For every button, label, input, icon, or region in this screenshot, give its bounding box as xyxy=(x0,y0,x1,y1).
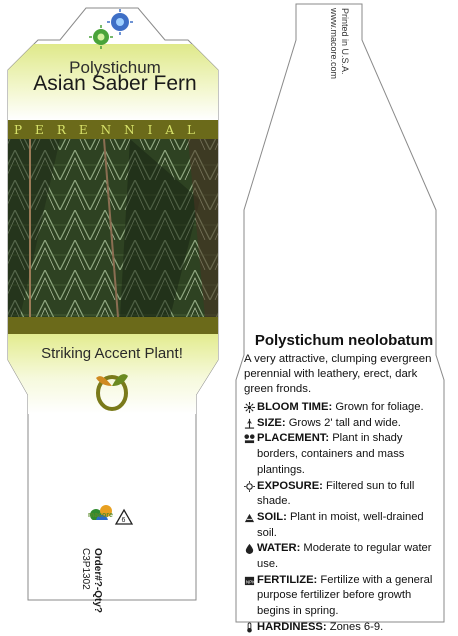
soil-icon xyxy=(244,512,255,523)
care-item-soil: SOIL: Plant in moist, well-drained soil. xyxy=(244,510,442,541)
order-line: Order#?-Qty? xyxy=(92,548,103,614)
size-icon xyxy=(244,418,255,429)
printed-in: Printed in U.S.A. xyxy=(340,8,350,75)
genus-name: Polystichum xyxy=(69,58,161,77)
botanical-name: Polystichum neolobatum xyxy=(254,332,434,349)
care-item-bloom-time: BLOOM TIME: Grown for foliage. xyxy=(244,400,442,416)
printer-info xyxy=(328,8,350,79)
placement-icon xyxy=(244,433,255,444)
care-item-exposure: EXPOSURE: Filtered sun to full shade. xyxy=(244,479,442,510)
sku: C3P1302 xyxy=(80,548,91,590)
care-item-fertilize: NPK FERTILIZE: Fertilize with a general purpose fertilizer before growth begins in spring. xyxy=(245,573,433,618)
bloom-time-icon xyxy=(244,402,255,413)
care-item-water: WATER: Moderate to regular water use. xyxy=(244,541,442,572)
care-item-hardiness: HARDINESS: Zones 6-9. xyxy=(244,620,442,636)
exposure-icon xyxy=(244,481,255,492)
category-label: PERENNIAL xyxy=(13,123,208,137)
brand-name: macore xyxy=(88,512,113,519)
fertilize-icon xyxy=(244,575,255,586)
common-name: Asian Saber Fern xyxy=(33,72,197,95)
svg-text:NPK: NPK xyxy=(245,578,255,584)
order-info xyxy=(79,548,103,613)
care-list xyxy=(244,400,442,636)
hardiness-icon xyxy=(244,622,255,633)
front-tag xyxy=(0,8,226,600)
svg-text:6: 6 xyxy=(121,517,126,524)
website: www.macore.com xyxy=(329,8,339,80)
plant-description: A very attractive, clumping evergreen perennial with leathery, erect, dark green fronds. xyxy=(244,353,432,395)
tagline: Striking Accent Plant! xyxy=(41,345,183,362)
care-item-size: SIZE: Grows 2' tall and wide. xyxy=(244,416,442,432)
water-icon xyxy=(244,543,255,554)
care-item-placement: PLACEMENT: Plant in shady borders, containers and mass plantings. xyxy=(244,431,442,478)
